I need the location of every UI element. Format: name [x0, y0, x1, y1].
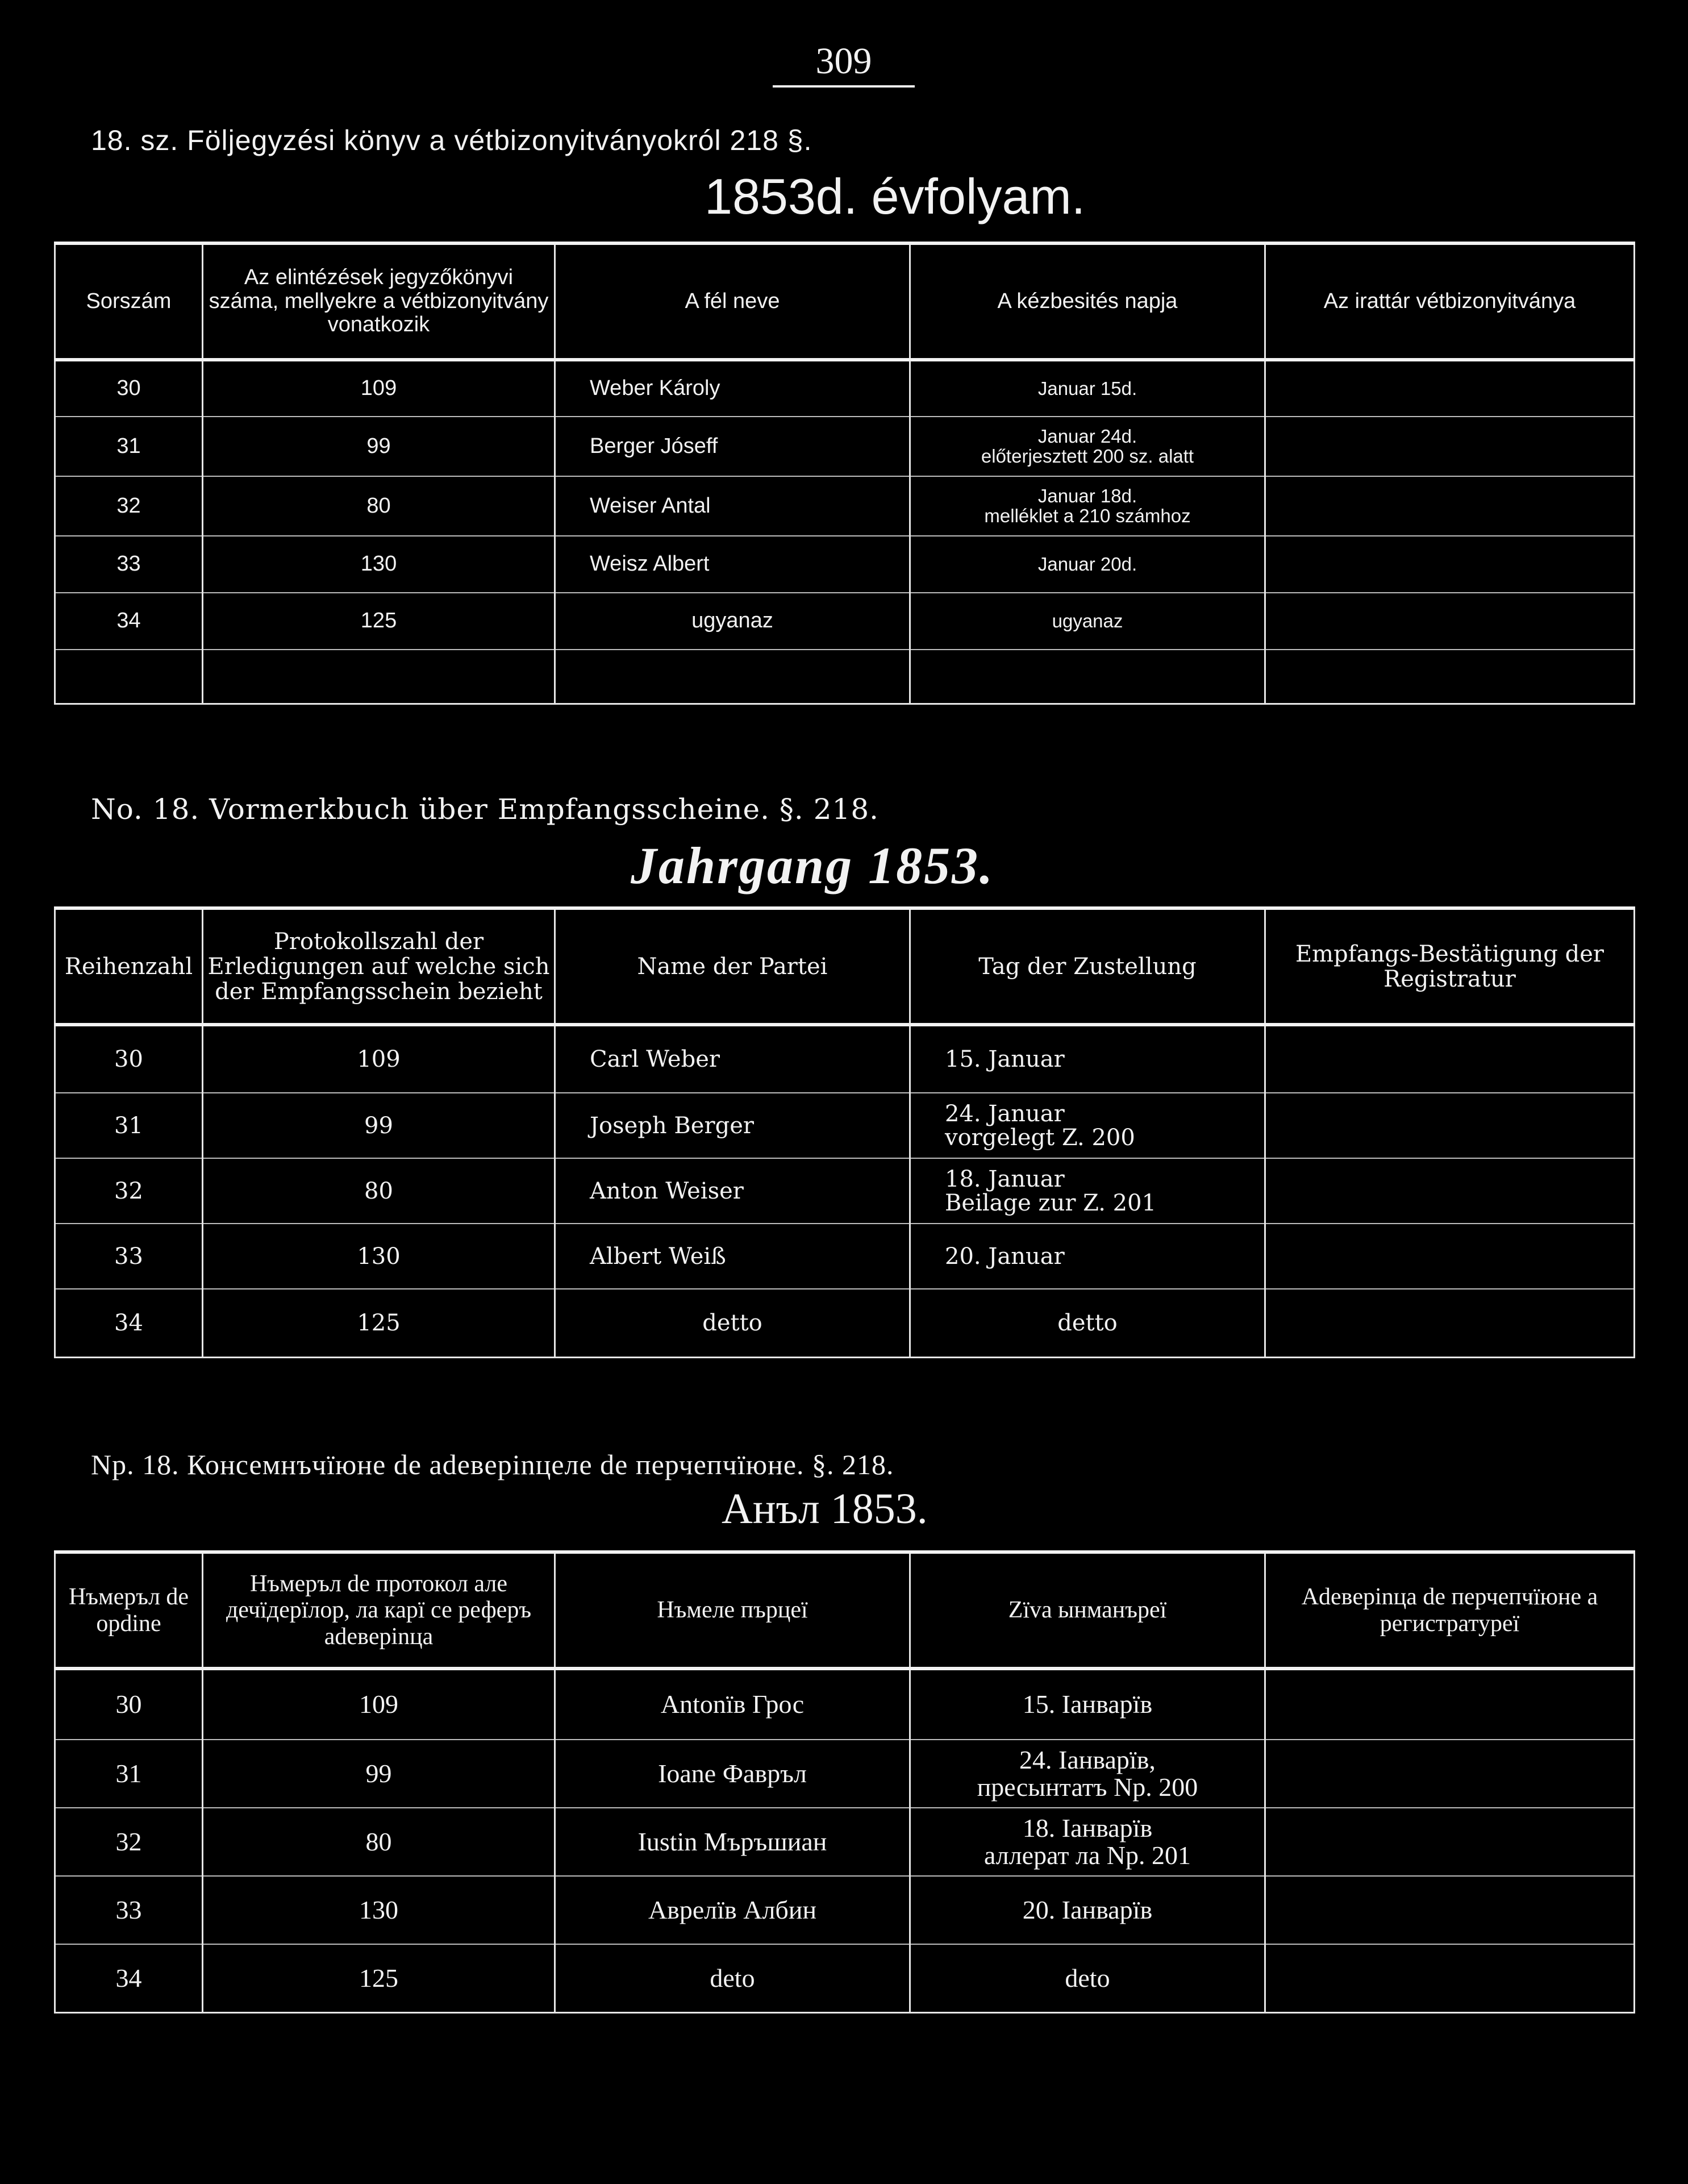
protocol-number: 80 [203, 476, 555, 536]
table-row [55, 1808, 1635, 1876]
delivery-day: 18. Januar Beilage zur Z. 201 [910, 1158, 1265, 1224]
protocol-number: 109 [203, 1025, 555, 1093]
delivery-day: 24. Januar vorgelegt Z. 200 [910, 1093, 1265, 1158]
protocol-number: 99 [203, 1740, 555, 1808]
row-number: 34 [55, 593, 203, 650]
receipt-cell [1265, 650, 1635, 704]
protocol-number: 125 [203, 1289, 555, 1357]
delivery-day: Januar 15d. [910, 360, 1265, 417]
row-number: 30 [55, 360, 203, 417]
table-row [55, 593, 1635, 650]
row-number: 33 [55, 1876, 203, 1944]
section-year-hungarian: 1853d. évfolyam. [705, 168, 1086, 224]
table-row [55, 1944, 1635, 2012]
column-header: Нъмеръл de протокол але дечїдерїлор, ла карї се реферъ adeвepinцa [203, 1552, 555, 1669]
table-row [55, 1093, 1635, 1158]
column-header: Empfangs-Bestätigung der Registratur [1265, 908, 1635, 1025]
party-name: ugyanaz [555, 593, 910, 650]
protocol-number: 80 [203, 1158, 555, 1224]
table-row [55, 650, 1635, 704]
protocol-number: 125 [203, 1944, 555, 2012]
party-name: Joseph Berger [555, 1093, 910, 1158]
delivery-day: 18. Іанварїв аллерат ла Np. 201 [910, 1808, 1265, 1876]
table-row [55, 360, 1635, 417]
table-row [55, 417, 1635, 476]
column-header: Adeвepinцa de перчепчїюне a регистратуреї [1265, 1552, 1635, 1669]
column-header: Zїva ынманъреї [910, 1552, 1265, 1669]
row-number: 31 [55, 1740, 203, 1808]
protocol-number: 130 [203, 536, 555, 593]
party-name: Berger Jóseff [555, 417, 910, 476]
delivery-day [910, 650, 1265, 704]
receipt-cell [1265, 1093, 1635, 1158]
delivery-day: ugyanaz [910, 593, 1265, 650]
receipt-cell [1265, 593, 1635, 650]
receipt-cell [1265, 360, 1635, 417]
delivery-day: deto [910, 1944, 1265, 2012]
register-table-german [54, 906, 1635, 1358]
protocol-number: 80 [203, 1808, 555, 1876]
table-row [55, 1224, 1635, 1289]
receipt-cell [1265, 1876, 1635, 1944]
column-header: Нъмеле пърцеї [555, 1552, 910, 1669]
column-header: A kézbesités napja [910, 243, 1265, 360]
row-number: 34 [55, 1289, 203, 1357]
party-name: Antonїв Грос [555, 1669, 910, 1740]
row-number: 30 [55, 1669, 203, 1740]
receipt-cell [1265, 1740, 1635, 1808]
table-row [55, 476, 1635, 536]
delivery-day: 15. Januar [910, 1025, 1265, 1093]
receipt-cell [1265, 1289, 1635, 1357]
row-number: 32 [55, 1808, 203, 1876]
table-row [55, 1669, 1635, 1740]
row-number: 33 [55, 536, 203, 593]
receipt-cell [1265, 536, 1635, 593]
section-heading-romanian: Np. 18. Консемнъчїюне de adeвepinцеле de перчепчїюне. §. 218. [91, 1449, 894, 1480]
protocol-number: 125 [203, 593, 555, 650]
receipt-cell [1265, 1944, 1635, 2012]
receipt-cell [1265, 1158, 1635, 1224]
table-row [55, 1158, 1635, 1224]
delivery-day: Januar 20d. [910, 536, 1265, 593]
party-name: Weisz Albert [555, 536, 910, 593]
table-row [55, 1289, 1635, 1357]
protocol-number: 99 [203, 1093, 555, 1158]
column-header: Az elintézések jegyzőkönyvi száma, mellyekre a vétbizonyitvány vonatkozik [203, 243, 555, 360]
column-header: Protokollszahl der Erledigungen auf welche sich der Empfangsschein bezieht [203, 908, 555, 1025]
delivery-day: detto [910, 1289, 1265, 1357]
register-table-romanian [54, 1550, 1635, 2014]
row-number: 32 [55, 476, 203, 536]
receipt-cell [1265, 417, 1635, 476]
row-number: 32 [55, 1158, 203, 1224]
delivery-day: 20. Januar [910, 1224, 1265, 1289]
section-heading-hungarian: 18. sz. Följegyzési könyv a vétbizonyitványokról 218 §. [91, 124, 812, 156]
party-name: Albert Weiß [555, 1224, 910, 1289]
column-header: Tag der Zustellung [910, 908, 1265, 1025]
party-name: Іustin Мъръшиан [555, 1808, 910, 1876]
delivery-day: 24. Іанварїв, пресынтатъ Np. 200 [910, 1740, 1265, 1808]
party-name: detto [555, 1289, 910, 1357]
row-number: 30 [55, 1025, 203, 1093]
row-number: 34 [55, 1944, 203, 2012]
receipt-cell [1265, 1025, 1635, 1093]
row-number: 31 [55, 417, 203, 476]
party-name [555, 650, 910, 704]
table-row [55, 1876, 1635, 1944]
column-header: Name der Partei [555, 908, 910, 1025]
protocol-number: 130 [203, 1876, 555, 1944]
delivery-day: Januar 24d. előterjesztett 200 sz. alatt [910, 417, 1265, 476]
delivery-day: 15. Іанварїв [910, 1669, 1265, 1740]
protocol-number: 109 [203, 1669, 555, 1740]
party-name: Weber Károly [555, 360, 910, 417]
section-year-romanian: Анъл 1853. [722, 1485, 928, 1533]
protocol-number: 130 [203, 1224, 555, 1289]
party-name: Anton Weiser [555, 1158, 910, 1224]
row-number: 31 [55, 1093, 203, 1158]
receipt-cell [1265, 1224, 1635, 1289]
protocol-number: 99 [203, 417, 555, 476]
register-table-hungarian [54, 242, 1635, 705]
party-name: Carl Weber [555, 1025, 910, 1093]
delivery-day: 20. Іанварїв [910, 1876, 1265, 1944]
party-name: Ioane Фавръл [555, 1740, 910, 1808]
party-name: Аврелїв Албин [555, 1876, 910, 1944]
row-number [55, 650, 203, 704]
delivery-day: Januar 18d. melléklet a 210 számhoz [910, 476, 1265, 536]
party-name: Weiser Antal [555, 476, 910, 536]
column-header: Reihenzahl [55, 908, 203, 1025]
column-header: Нъмеръл de opdine [55, 1552, 203, 1669]
protocol-number [203, 650, 555, 704]
receipt-cell [1265, 476, 1635, 536]
section-year-german: Jahrgang 1853. [631, 837, 995, 895]
protocol-number: 109 [203, 360, 555, 417]
page-number: 309 [773, 40, 915, 88]
party-name: deto [555, 1944, 910, 2012]
table-row [55, 536, 1635, 593]
row-number: 33 [55, 1224, 203, 1289]
column-header: Az irattár vétbizonyitványa [1265, 243, 1635, 360]
section-heading-german: No. 18. Vormerkbuch über Empfangsscheine. §. 218. [91, 793, 880, 826]
receipt-cell [1265, 1669, 1635, 1740]
table-row [55, 1025, 1635, 1093]
table-row [55, 1740, 1635, 1808]
column-header: Sorszám [55, 243, 203, 360]
column-header: A fél neve [555, 243, 910, 360]
receipt-cell [1265, 1808, 1635, 1876]
